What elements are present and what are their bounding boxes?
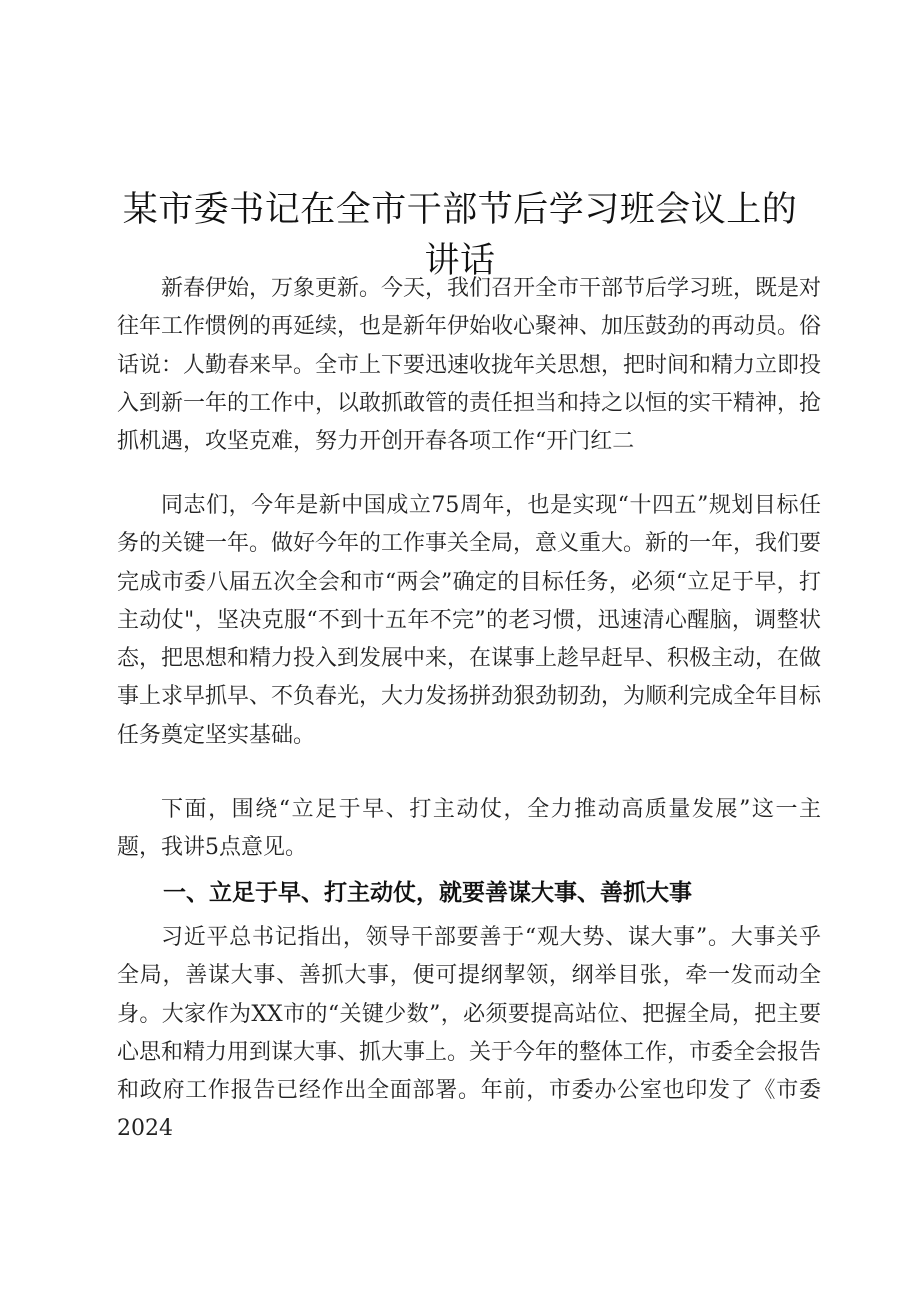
paragraph-opening: 新春伊始，万象更新。今天，我们召开全市干部节后学习班，既是对往年工作惯例的再延续，也是新年伊始收心聚神、加压鼓劲的再动员。俗话说：人勤春来早。全市上下要迅速收拢年关思想，把时间和精力立即投入到新一年的工作中，以敢抓敢管的责任担当和持之以恒的实干精神，抢抓机遇，攻坚克难，努力开创开春各项工作“开门红二 [117, 276, 822, 455]
document-title: 某市委书记在全市干部节后学习班会议上的讲话 [122, 190, 798, 282]
paragraph-section-1: 习近平总书记指出，领导干部要善于“观大势、谋大事”。大事关乎全局，善谋大事、善抓大事，便可提纲挈领，纲举目张，牵一发而动全身。大家作为XX市的“关键少数”，必须要提高站位、把握全局，把主要心思和精力用到谋大事、抓大事上。关于今年的整体工作，市委全会报告和政府工作报告已经作出全面部署。年前，市委办公室也印发了《市委2024 [117, 925, 822, 1142]
paragraph-theme: 下面，围绕“立足于早、打主动仗，全力推动高质量发展”这一主题，我讲5点意见。 [117, 797, 821, 861]
section-heading-1: 一、立足于早、打主动仗，就要善谋大事、善抓大事 [163, 880, 692, 906]
paragraph-comrades: 同志们，今年是新中国成立75周年，也是实现“十四五”规划目标任务的关键一年。做好今年的工作事关全局，意义重大。新的一年，我们要完成市委八届五次全会和市“两会”确定的目标任务，必须“立足于早，打主动仗"，坚决克服“不到十五年不完”的老习惯，迅速清心醒脑，调整状态，把思想和精力投入到发展中来，在谋事上趁早赶早、积极主动，在做事上求早抓早、不负春光，大力发扬拼劲狠劲韧劲，为顺利完成全年目标任务奠定坚实基础。 [117, 493, 822, 748]
